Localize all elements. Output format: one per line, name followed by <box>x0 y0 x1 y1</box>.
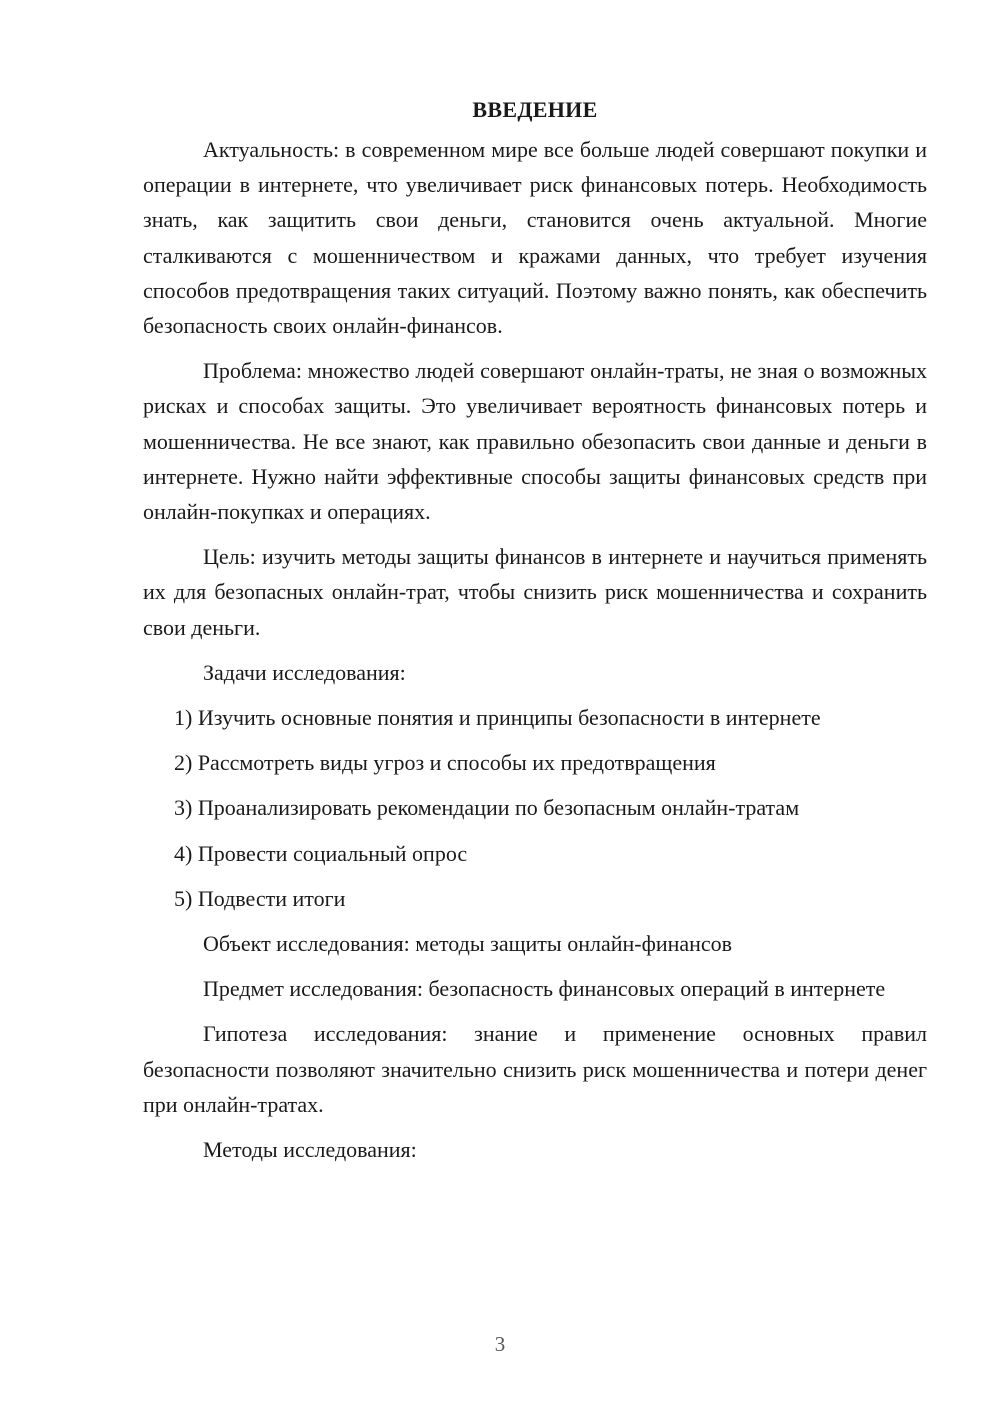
problem-paragraph: Проблема: множество людей совершают онлайн-траты, не зная о возможных рисках и способах защиты. Это увеличивает вероятность финансовых потерь и мошенничества. Не все знают, как правильно обезопасить свои данные и деньги в интернете. Нужно найти эффективные способы защиты финансовых средств при онлайн-покупках и операциях. <box>143 358 927 525</box>
subject-paragraph: Предмет исследования: безопасность финансовых операций в интернете <box>203 976 886 1002</box>
tasks-list <box>143 700 927 916</box>
relevance-paragraph: Актуальность: в современном мире все больше людей совершают покупки и операции в интернете, что увеличивает риск финансовых потерь. Необходимость знать, как защитить свои деньги, становится очень актуальной. Многие сталкиваются с мошенничеством и кражами данных, что требует изучения способов предотвращения таких ситуаций. Поэтому важно понять, как обеспечить безопасность своих онлайн-финансов. <box>143 137 927 339</box>
section-title: ВВЕДЕНИЕ <box>472 97 598 122</box>
methods-heading: Методы исследования: <box>203 1137 417 1163</box>
list-item: 1) Изучить основные понятия и принципы безопасности в интернете <box>174 705 821 731</box>
page-number: 3 <box>494 1332 506 1356</box>
list-item: 3) Проанализировать рекомендации по безопасным онлайн-тратам <box>174 795 800 821</box>
list-item: 2) Рассмотреть виды угроз и способы их предотвращения <box>174 750 716 776</box>
tasks-heading: Задачи исследования: <box>203 659 406 685</box>
list-item: 5) Подвести итоги <box>174 885 346 911</box>
document-page <box>143 92 927 1177</box>
list-item: 4) Провести социальный опрос <box>174 840 468 866</box>
goal-paragraph: Цель: изучить методы защиты финансов в интернете и научиться применять их для безопасных онлайн-трат, чтобы снизить риск мошенничества и сохранить свои деньги. <box>143 544 927 640</box>
object-line: Объект исследования: методы защиты онлайн-финансов <box>203 931 733 957</box>
hypothesis-paragraph: Гипотеза исследования: знание и применение основных правил безопасности позволяют значительно снизить риск мошенничества и потери денег при онлайн-тратах. <box>143 1021 927 1117</box>
